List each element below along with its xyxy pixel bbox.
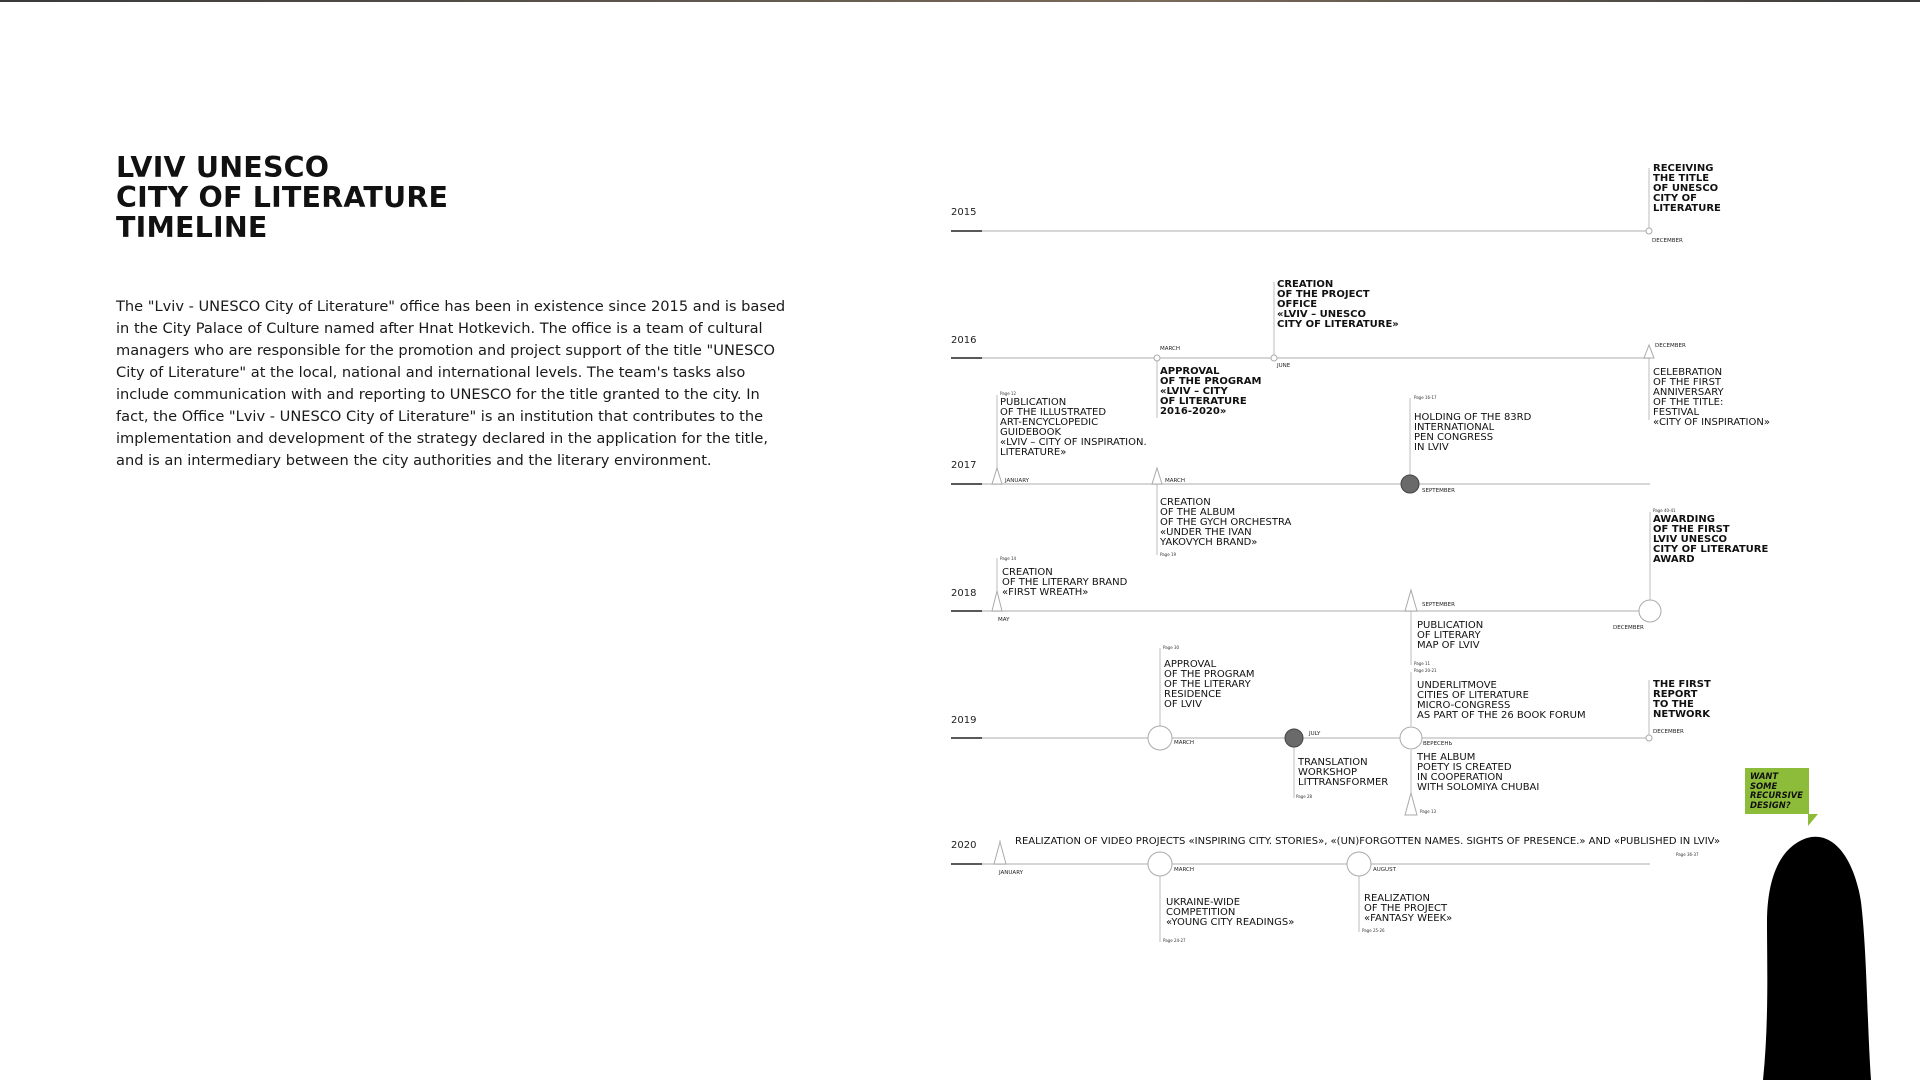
event-2017-march: [1152, 468, 1295, 557]
top-rule: [0, 0, 1920, 2]
event-marker: [1646, 228, 1652, 234]
event-marker: [1154, 355, 1160, 361]
year-label-2018: 2018: [951, 588, 977, 599]
event-page-ref: Page 36-37: [1676, 852, 1699, 857]
event-page-ref: Page 11: [1414, 661, 1431, 666]
event-month: JUNE: [1277, 363, 1291, 369]
event-text: APPROVAL OF THE PROGRAM OF THE LITERARY RESIDENCE OF LVIV: [1164, 659, 1255, 710]
event-2019-september: [1400, 668, 1586, 749]
timeline-diagram: [930, 150, 1790, 950]
event-marker: [1347, 852, 1371, 876]
year-label-2020: 2020: [951, 840, 977, 851]
event-2020-march: [1148, 852, 1294, 943]
title-line-1: LVIV UNESCO: [116, 151, 330, 184]
event-marker: [1148, 852, 1172, 876]
event-month: MARCH: [1160, 346, 1181, 352]
title-line-2: CITY OF LITERATURE: [116, 181, 449, 214]
silhouette-figure-icon: [1755, 832, 1875, 1080]
page-title: [116, 153, 448, 243]
event-month: AUGUST: [1373, 867, 1396, 873]
event-month: JULY: [1309, 731, 1321, 737]
event-text: THE ALBUM POETY IS CREATED IN COOPERATION WITH SOLOMIYA CHUBAI: [1417, 752, 1540, 793]
event-text: CREATION OF THE ALBUM OF THE GYCH ORCHESTRA «UNDER THE IVAN YAKOVYCH BRAND»: [1160, 497, 1292, 548]
event-2019-march: [1148, 645, 1258, 750]
event-month: MARCH: [1165, 478, 1186, 484]
event-text: PUBLICATION OF LITERARY MAP OF LVIV: [1417, 620, 1484, 651]
event-page-ref: Page 20-21: [1414, 668, 1437, 673]
event-marker: [994, 842, 1006, 864]
event-page-ref: Page 19: [1160, 552, 1177, 557]
event-text: APPROVAL OF THE PROGRAM «LVIV – CITY OF LITERATURE 2016-2020»: [1160, 366, 1262, 417]
event-marker: [1152, 468, 1162, 484]
event-month: JANUARY: [999, 870, 1024, 876]
event-page-ref: Page 24-27: [1163, 938, 1186, 943]
year-label-2017: 2017: [951, 460, 977, 471]
event-text: REALIZATION OF THE PROJECT «FANTASY WEEK»: [1364, 893, 1453, 924]
event-marker: [1271, 355, 1277, 361]
event-month: DECEMBER: [1653, 729, 1684, 735]
event-2019-september-album: [1405, 750, 1539, 815]
year-label-2015: 2015: [951, 207, 977, 218]
event-marker: [1405, 793, 1417, 815]
event-text: UNDERLITMOVE CITIES OF LITERATURE MICRO-CONGRESS AS PART OF THE 26 BOOK FORUM: [1417, 680, 1586, 721]
event-marker: [1401, 475, 1419, 493]
recursive-design-badge[interactable]: [1745, 768, 1809, 814]
title-line-3: TIMELINE: [116, 211, 268, 244]
event-2018-may: [992, 556, 1130, 623]
event-page-ref: Page 14: [1000, 556, 1017, 561]
event-marker: [1639, 600, 1661, 622]
event-month: SEPTEMBER: [1422, 488, 1455, 494]
event-month: DECEMBER: [1655, 343, 1686, 349]
event-month: SEPTEMBER: [1422, 602, 1455, 608]
event-month: MARCH: [1174, 867, 1195, 873]
event-text: REALIZATION OF VIDEO PROJECTS «INSPIRING CITY. STORIES», «(UN)FORGOTTEN NAMES. SIGHTS OF PRESENCE.» AND «PUBLISHED IN LVIV»: [1015, 836, 1721, 847]
event-month: MARCH: [1174, 740, 1195, 746]
event-text: THE FIRST REPORT TO THE NETWORK: [1653, 679, 1711, 720]
event-month: DECEMBER: [1652, 238, 1683, 244]
event-2016-march: [1154, 346, 1265, 418]
event-page-ref: Page 16-17: [1414, 395, 1437, 400]
event-page-ref: Page 13: [1420, 809, 1437, 814]
event-marker: [1400, 727, 1422, 749]
event-page-ref: Page 28: [1296, 794, 1313, 799]
event-text: HOLDING OF THE 83RD INTERNATIONAL PEN CONGRESS IN LVIV: [1414, 412, 1532, 453]
event-page-ref: Page 25-26: [1362, 928, 1385, 933]
event-marker: [992, 591, 1002, 611]
event-2018-september: [1405, 590, 1486, 666]
event-marker: [1285, 729, 1303, 747]
event-page-ref: Page 12: [1000, 391, 1017, 396]
event-month: JANUARY: [1005, 478, 1030, 484]
event-text: TRANSLATION WORKSHOP LITTRANSFORMER: [1298, 757, 1389, 788]
speech-bubble-tail: [1808, 814, 1818, 826]
event-2015-december: [1646, 163, 1722, 244]
event-2016-june: [1271, 279, 1399, 369]
event-page-ref: Page 30: [1163, 645, 1180, 650]
event-text: CREATION OF THE LITERARY BRAND «FIRST WREATH»: [1002, 567, 1128, 598]
event-2016-december: [1644, 343, 1770, 428]
event-marker: [1148, 726, 1172, 750]
year-label-2016: 2016: [951, 335, 977, 346]
badge-label: WANT SOME RECURSIVE DESIGN?: [1750, 771, 1803, 810]
year-label-2019: 2019: [951, 715, 977, 726]
event-marker: [1646, 735, 1652, 741]
event-text: UKRAINE-WIDE COMPETITION «YOUNG CITY READINGS»: [1166, 897, 1295, 928]
event-2019-july: [1285, 729, 1388, 799]
event-month: MAY: [998, 617, 1010, 623]
event-2017-january: [992, 391, 1150, 484]
event-text: RECEIVING THE TITLE OF UNESCO CITY OF LITERATURE: [1653, 163, 1721, 214]
event-marker: [1644, 345, 1654, 358]
event-text: AWARDING OF THE FIRST LVIV UNESCO CITY OF LITERATURE AWARD: [1653, 514, 1769, 565]
event-page-ref: Page 40-41: [1653, 508, 1676, 513]
event-2017-september: [1401, 395, 1535, 494]
event-text: CREATION OF THE PROJECT OFFICE «LVIV – UNESCO CITY OF LITERATURE»: [1277, 279, 1399, 330]
event-text: PUBLICATION OF THE ILLUSTRATED ART-ENCYCLOPEDIC GUIDEBOOK «LVIV – CITY OF INSPIRATION. LITERATURE»: [1000, 397, 1147, 458]
event-text: CELEBRATION OF THE FIRST ANNIVERSARY OF THE TITLE: FESTIVAL «CITY OF INSPIRATION»: [1653, 367, 1770, 428]
event-2018-december: [1613, 508, 1772, 631]
event-month: DECEMBER: [1613, 625, 1644, 631]
intro-paragraph: The "Lviv - UNESCO City of Literature" office has been in existence since 2015 and is based in the City Palace of Culture named after Hnat Hotkevich. The office is a team of cultural managers who are responsible for the promotion and project support of the title "UNESCO City of Literature" at the local, national and international levels. The team's tasks also include communication with and reporting to UNESCO for the title granted to the city. In fact, the Office "Lviv - UNESCO City of Literature" is an institution that contributes to the implementation and development of the strategy declared in the application for the title, and is an intermediary between the city authorities and the literary environment.: [116, 298, 786, 469]
event-marker: [992, 468, 1002, 484]
event-month: ВЕРЕСЕНЬ: [1423, 741, 1453, 747]
event-marker: [1405, 590, 1417, 611]
event-2019-december: [1646, 679, 1714, 741]
